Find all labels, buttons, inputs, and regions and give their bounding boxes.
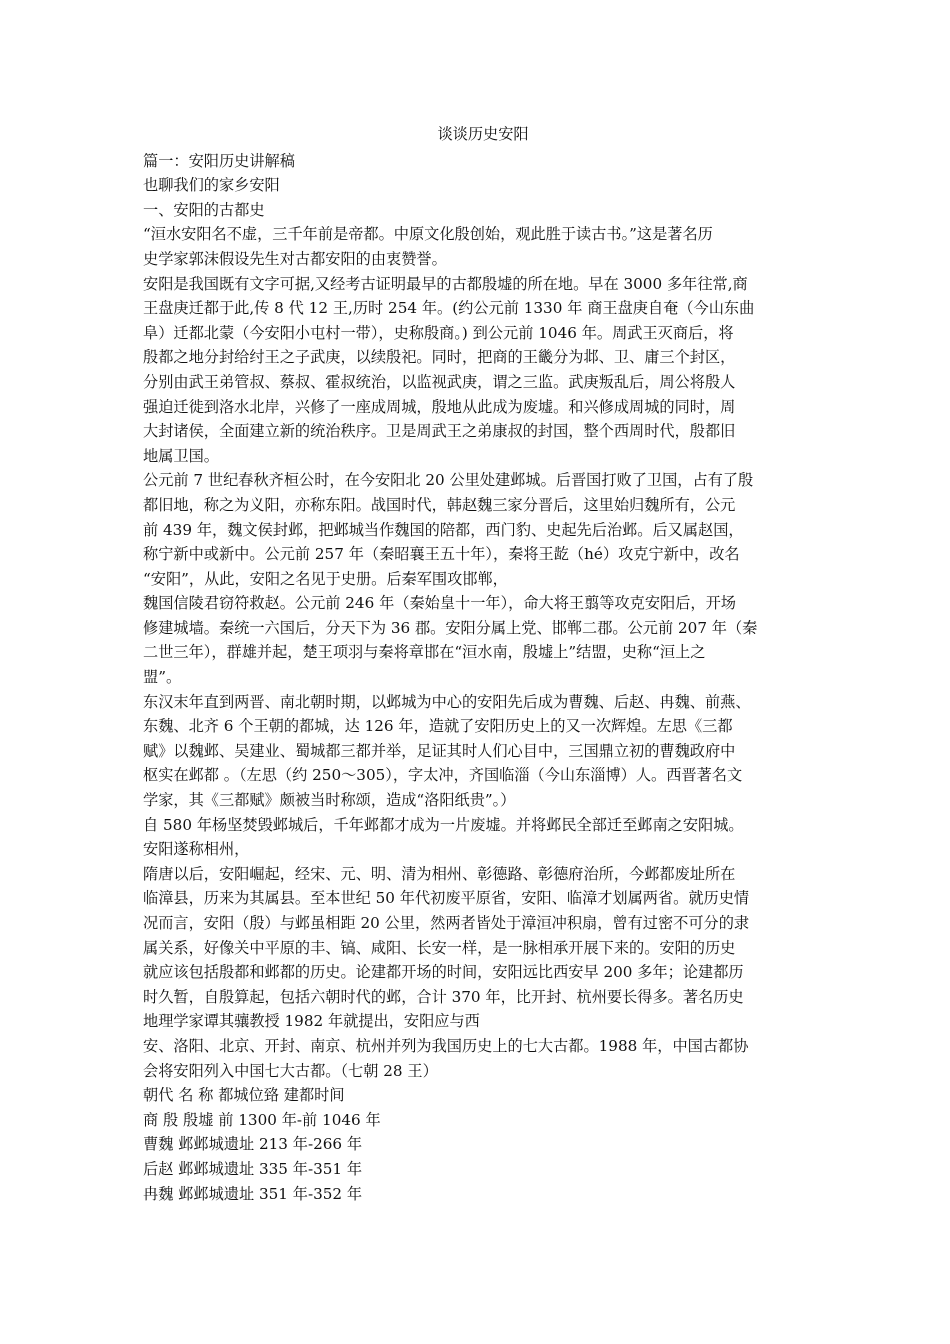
text-line: 东汉末年直到两晋、南北朝时期，以邺城为中心的安阳先后成为曹魏、后赵、冉魏、前燕、 xyxy=(143,692,751,711)
text-line: 二世三年），群雄并起，楚王项羽与秦将章邯在“洹水南，殷墟上”结盟，史称“洹上之 xyxy=(143,643,706,662)
text-line: 分别由武王弟管叔、蔡叔、霍叔统治，以监视武庚，谓之三监。武庚叛乱后，周公将殷人 xyxy=(143,372,736,391)
text-line: 安阳是我国既有文字可据,又经考古证明最早的古都殷墟的所在地。早在 3000 多年往常,商 xyxy=(143,274,748,293)
text-line: 盟”。 xyxy=(143,668,182,687)
text-line: 称宁新中或新中。公元前 257 年（秦昭襄王五十年），秦将王龁（hé）攻克宁新中，改名 xyxy=(143,545,740,564)
text-line: 属关系，好像关中平原的丰、镐、咸阳、长安一样，是一脉相承开展下来的。安阳的历史 xyxy=(143,938,736,957)
text-line: 枢实在邺都 。（左思（约 250～305），字太冲，齐国临淄（今山东淄博）人。西晋著名文 xyxy=(143,766,743,785)
text-line: 公元前 7 世纪春秋齐桓公时，在今安阳北 20 公里处建邺城。后晋国打败了卫国，占有了殷 xyxy=(143,471,754,490)
text-line: 也聊我们的家乡安阳 xyxy=(143,176,280,195)
document-page xyxy=(143,122,823,1206)
text-line: 时久暂，自殷算起，包括六朝时代的邺，合计 370 年，比开封、杭州要长得多。著名历史 xyxy=(143,987,744,1006)
text-line: “洹水安阳名不虚，三千年前是帝都。中原文化殷创始，观此胜于读古书。”这是著名历 xyxy=(143,225,713,244)
text-line: 强迫迁徙到洛水北岸，兴修了一座成周城，殷地从此成为废墟。和兴修成周城的同时，周 xyxy=(143,397,736,416)
text-line: 地属卫国。 xyxy=(143,446,219,465)
document-title: 谈谈历史安阳 xyxy=(437,125,529,143)
table-row: 冉魏 邺邺城遗址 351 年-352 年 xyxy=(143,1184,363,1203)
text-line: 阜）迁都北蒙（今安阳小屯村一带），史称殷商。) 到公元前 1046 年。周武王灭商后，将 xyxy=(143,323,734,342)
text-line: 赋》以魏邺、吴建业、蜀城都三都并举，足证其时人们心目中，三国鼎立初的曹魏政府中 xyxy=(143,741,736,760)
text-line: 会将安阳列入中国七大古都。（七朝 28 王） xyxy=(143,1061,438,1080)
text-line: 朝代 名 称 都城位臵 建都时间 xyxy=(143,1086,345,1105)
text-line: 就应该包括殷都和邺都的历史。论建都开场的时间，安阳远比西安早 200 多年；论建都历 xyxy=(143,963,744,982)
text-line: 王盘庚迁都于此,传 8 代 12 王,历时 254 年。(约公元前 1330 年 商王盘庚自奄（今山东曲 xyxy=(143,299,755,318)
text-line: 安阳遂称相州， xyxy=(143,840,250,859)
document-body xyxy=(143,149,823,1207)
text-line: 殷都之地分封给纣王之子武庚，以续殷祀。同时，把商的王畿分为邶、卫、庸三个封区， xyxy=(143,348,736,367)
text-line: 安、洛阳、北京、开封、南京、杭州并列为我国历史上的七大古都。1988 年，中国古都协 xyxy=(143,1036,749,1055)
text-line: 魏国信陵君窃符救赵。公元前 246 年（秦始皇十一年），命大将王翦等攻克安阳后，开场 xyxy=(143,594,736,613)
table-row: 商 殷 殷墟 前 1300 年-前 1046 年 xyxy=(143,1110,381,1129)
text-line: 地理学家谭其骧教授 1982 年就提出，安阳应与西 xyxy=(143,1012,480,1031)
table-row: 后赵 邺邺城遗址 335 年-351 年 xyxy=(143,1159,363,1178)
text-line: 都旧地，称之为义阳，亦称东阳。战国时代，韩赵魏三家分晋后，这里始归魏所有，公元 xyxy=(143,495,736,514)
text-line: 东魏、北齐 6 个王朝的都城，达 126 年，造就了安阳历史上的又一次辉煌。左思《三都 xyxy=(143,717,733,736)
text-line: 自 580 年杨坚焚毁邺城后，千年邺都才成为一片废墟。并将邺民全部迁至邺南之安阳城。 xyxy=(143,815,744,834)
text-line: 临漳县，历来为其属县。至本世纪 50 年代初废平原省，安阳、临漳才划属两省。就历史情 xyxy=(143,889,750,908)
text-line: 前 439 年，魏文侯封邺，把邺城当作魏国的陪都，西门豹、史起先后治邺。后又属赵国， xyxy=(143,520,744,539)
text-line: 况而言，安阳（殷）与邺虽相距 20 公里，然两者皆处于漳洹冲积扇，曾有过密不可分的隶 xyxy=(143,914,750,932)
text-line: 大封诸侯，全面建立新的统治秩序。卫是周武王之弟康叔的封国，整个西周时代，殷都旧 xyxy=(143,422,736,441)
text-line: 史学家郭沫假设先生对古都安阳的由衷赞誉。 xyxy=(143,249,447,268)
text-line: 篇一：安阳历史讲解稿 xyxy=(143,151,295,170)
text-line: 修建城墙。秦统一六国后，分天下为 36 郡。安阳分属上党、邯郸二郡。公元前 207 年（秦 xyxy=(143,618,758,637)
text-line: “安阳”，从此，安阳之名见于史册。后秦军围攻邯郸， xyxy=(143,569,508,588)
text-line: 学家，其《三都赋》颇被当时称颂，造成“洛阳纸贵”。） xyxy=(143,791,516,810)
text-line: 一、安阳的古都史 xyxy=(143,200,265,219)
table-row: 曹魏 邺邺城遗址 213 年-266 年 xyxy=(143,1135,363,1154)
text-line: 隋唐以后，安阳崛起，经宋、元、明、清为相州、彰德路、彰德府治所，今邺都废址所在 xyxy=(143,864,736,883)
